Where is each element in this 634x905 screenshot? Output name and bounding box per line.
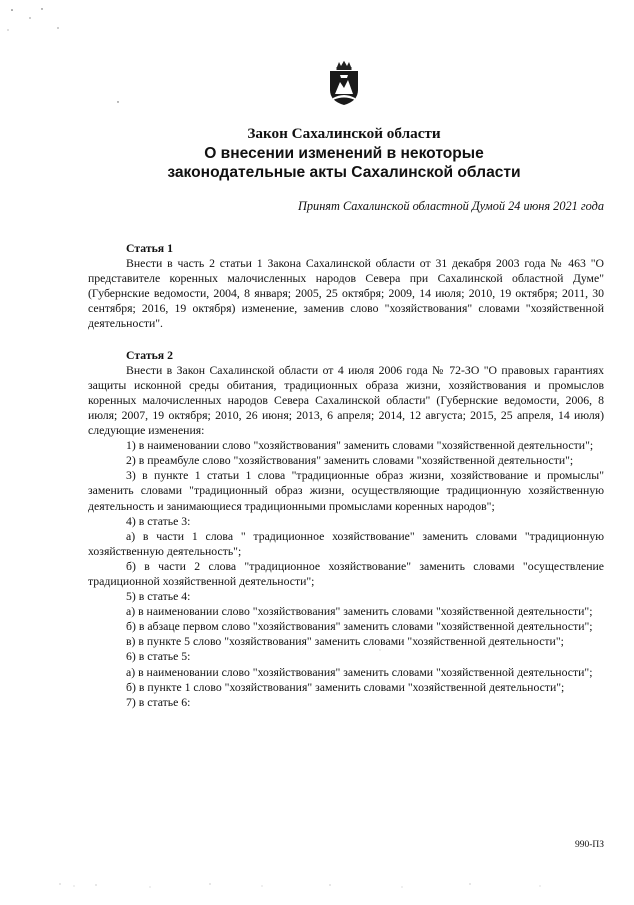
sakhalin-coat-of-arms-icon	[328, 60, 360, 106]
law-title	[88, 124, 600, 183]
article-1-heading: Статья 1	[126, 242, 173, 255]
amendment-subitem: б) в части 2 слова "традиционное хозяйствование" заменить словами "осуществление традиционной хозяйственной деятельности";	[88, 559, 604, 588]
amendment-item: 4) в статье 3:	[126, 514, 191, 528]
adoption-note: Принят Сахалинской областной Думой 24 июня 2021 года	[298, 199, 604, 213]
title-line-2: О внесении изменений в некоторые	[204, 144, 484, 162]
amendment-item: 6) в статье 5:	[126, 650, 191, 664]
amendment-item: 7) в статье 6:	[126, 695, 191, 709]
amendment-subitem: а) в наименовании слово "хозяйствования" заменить словами "хозяйственной деятельности";	[126, 605, 593, 619]
amendment-item: 2) в преамбуле слово "хозяйствования" заменить словами "хозяйственной деятельности";	[126, 454, 574, 468]
amendment-subitem: б) в абзаце первом слово "хозяйствования" заменить словами "хозяйственной деятельности";	[126, 620, 593, 634]
amendment-item: 5) в статье 4:	[126, 590, 191, 604]
title-line-3: законодательные акты Сахалинской области	[167, 164, 521, 181]
amendment-item: 1) в наименовании слово "хозяйствования" заменить словами "хозяйственной деятельности";	[126, 439, 594, 453]
title-line-1: Закон Сахалинской области	[247, 125, 441, 142]
document-code: 990-ПЗ	[574, 840, 604, 850]
amendment-subitem: б) в пункте 1 слово "хозяйствования" заменить словами "хозяйственной деятельности";	[126, 680, 565, 694]
amendment-subitem: в) в пункте 5 слово "хозяйствования" заменить словами "хозяйственной деятельности";	[126, 635, 564, 649]
article-2-intro: Внести в Закон Сахалинской области от 4 июля 2006 года № 72-ЗО "О правовых гарантиях защиты исконной среды обитания, традиционных образа жизни, хозяйствования и промыслов коренных малочисленных народов Севера Сахалинской области" (Губернские ведомости, 2006, 8 июля; 2007, 19 октября; 2010, 26 июня; 2013, 6 апреля; 2014, 12 августа; 2015, 25 апреля, 14 июля) следующие изменения:	[88, 363, 604, 438]
article-1-paragraph: Внести в часть 2 статьи 1 Закона Сахалинской области от 31 декабря 2003 года № 463 "О представителе коренных малочисленных народов Севера при Сахалинской областной Думе" (Губернские ведомости, 2004, 8 января; 2005, 25 октября; 2009, 14 июля; 2010, 19 октября; 2011, 30 сентября; 2016, 19 октября) изменение, заменив слово "хозяйствования" словами "хозяйственной деятельности".	[88, 257, 604, 331]
amendment-subitem: а) в части 1 слова " традиционное хозяйствование" заменить словами "традиционную хозяйственную деятельность";	[88, 529, 604, 558]
amendment-item: 3) в пункте 1 статьи 1 слова "традиционные образ жизни, хозяйствование и промыслы" заменить словами "традиционный образ жизни, осуществляющие традиционную хозяйственную деятельность и занимающиеся традиционными промыслами коренных народов";	[88, 469, 604, 513]
amendment-subitem: а) в наименовании слово "хозяйствования" заменить словами "хозяйственной деятельности";	[126, 665, 593, 679]
article-2-heading: Статья 2	[126, 348, 173, 362]
law-body	[88, 241, 604, 710]
